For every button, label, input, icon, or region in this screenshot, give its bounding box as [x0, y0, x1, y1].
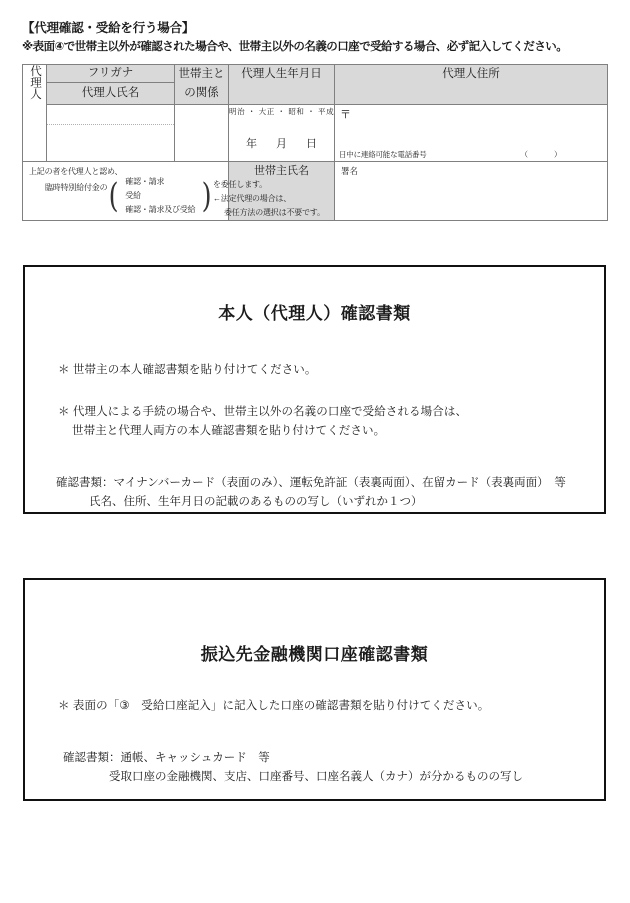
- bank-documents-box: [23, 578, 606, 801]
- page-header: [22, 20, 610, 56]
- bank-bullet-1: ＊ 表面の「③ 受給口座記入」に記入した口座の確認書類を貼り付けてください。: [58, 700, 490, 712]
- delegation-option-0[interactable]: 確認・請求: [125, 177, 165, 186]
- delegation-note-2: 委任方法の選択は不要です。: [224, 208, 325, 217]
- bank-docs-line-1: 確認書類：通帳、キャッシュカード 等: [63, 752, 270, 764]
- year-label: 年: [246, 138, 264, 150]
- delegation-options[interactable]: [120, 175, 200, 217]
- bank-docs-line-2: 受取口座の金融機関、支店、口座番号、口座名義人（カナ）が分かるものの写し: [109, 771, 523, 783]
- identity-documents-box: [23, 265, 606, 514]
- header-furigana: フリガナ: [47, 65, 175, 83]
- householder-name-label: 世帯主氏名: [229, 162, 335, 221]
- brace-right-icon: ): [202, 176, 213, 216]
- table-header-row: [23, 65, 608, 83]
- delegation-line-2: 臨時特別給付金の: [45, 183, 108, 192]
- ymd-labels: [229, 135, 334, 151]
- era-options[interactable]: 明治 ・ 大正 ・ 昭和 ・ 平成: [229, 107, 335, 116]
- bank-documents-list: [63, 749, 604, 787]
- identity-bullet-2: [58, 403, 604, 441]
- identity-docs-line-1: 確認書類：マイナンバーカード（表面のみ）、運転免許証（表裏両面）、在留カード（表裏両面） 等: [56, 477, 566, 489]
- phone-row: [339, 149, 562, 160]
- signature-field[interactable]: [335, 162, 608, 221]
- table-entry-row: [23, 105, 608, 162]
- identity-bullet-2-line-2: 世帯主と代理人両方の本人確認書類を貼り付けてください。: [72, 425, 386, 437]
- agent-name-field[interactable]: [47, 105, 175, 162]
- identity-box-title: 本人（代理人）確認書類: [218, 304, 411, 323]
- entrust-text: を委任します。: [213, 180, 267, 189]
- identity-docs-line-2: 氏名、住所、生年月日の記載のあるものの写し（いずれか１つ）: [89, 496, 423, 508]
- agent-information-table: [22, 64, 608, 221]
- delegation-option-1[interactable]: 受給: [125, 191, 141, 200]
- birthdate-field[interactable]: [229, 105, 335, 162]
- signature-label: 署名: [341, 166, 359, 176]
- paren-close: ）: [554, 150, 562, 159]
- identity-bullet-2-line-1: ＊ 代理人による手続の場合や、世帯主以外の名義の口座で受給される場合は、: [58, 406, 468, 418]
- header-birthdate: 代理人生年月日: [229, 65, 335, 105]
- delegation-row: [23, 162, 608, 221]
- header-relationship: 世帯主との関係: [175, 65, 229, 105]
- paren-open: （: [520, 150, 528, 159]
- relationship-field[interactable]: [175, 105, 229, 162]
- header-agent-name: 代理人氏名: [47, 83, 175, 105]
- page-title: 【代理確認・受給を行う場合】: [22, 21, 195, 35]
- delegation-notes: [213, 178, 325, 220]
- delegation-note-1: ←法定代理の場合は、: [213, 194, 291, 203]
- row-label-agent: [23, 65, 47, 162]
- postal-code-icon: 〒: [340, 109, 351, 121]
- day-label: 日: [306, 138, 324, 150]
- delegation-line-1: 上記の者を代理人と認め、: [29, 167, 123, 176]
- bank-box-title: 振込先金融機関口座確認書類: [200, 645, 429, 664]
- identity-bullet-1: ＊ 世帯主の本人確認書類を貼り付けてください。: [58, 364, 317, 376]
- furigana-divider: [47, 124, 174, 125]
- identity-documents-list: [56, 474, 604, 512]
- header-address: 代理人住所: [335, 65, 608, 105]
- delegation-options-group: [107, 175, 214, 217]
- month-label: 月: [276, 138, 294, 150]
- address-field[interactable]: [335, 105, 608, 162]
- row-label-agent-text: 代理人: [29, 65, 41, 100]
- brace-left-icon: (: [108, 176, 119, 216]
- phone-label: 日中に連絡可能な電話番号: [339, 150, 427, 159]
- delegation-option-2[interactable]: 確認・請求及び受給: [125, 205, 196, 214]
- page-notice: ※表面④で世帯主以外が確認された場合や、世帯主以外の名義の口座で受給する場合、必ず記入してください。: [22, 41, 568, 53]
- phone-input-area[interactable]: [521, 149, 562, 160]
